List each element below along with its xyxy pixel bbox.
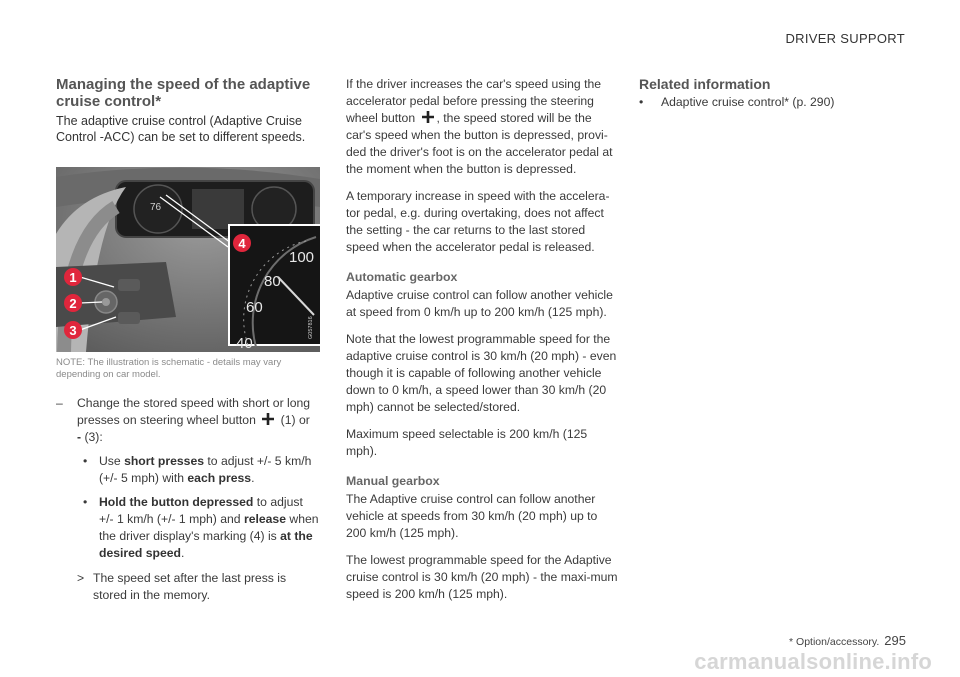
figure-caption: NOTE: The illustration is schematic - details may vary depending on car model.: [56, 357, 282, 380]
p1-text-a: If the driver increases the car's speed using the accelerator pedal before pressing the steering wheel button: [346, 77, 602, 125]
callout-3: [64, 321, 82, 339]
paragraph-manual-range: The Adaptive cruise control can follow another vehicle at speeds from 30 km/h (20 mph) up to 200 km/h (125 mph).: [346, 492, 598, 540]
heading-automatic-gearbox: Automatic gearbox: [346, 270, 458, 284]
related-link-text[interactable]: Adaptive cruise control* (p. 290): [661, 95, 835, 109]
b1-bold-short-presses: short presses: [124, 454, 205, 468]
intro-text: The adaptive cruise control (Adaptive Cruise Control -ACC) can be set to different speeds.: [56, 114, 306, 144]
left-column: [56, 76, 320, 604]
b1-bold-each-press: each press: [187, 471, 252, 485]
svg-text:3: 3: [69, 323, 77, 338]
paragraph-increase-speed: [346, 76, 618, 178]
step-dash: –: [56, 396, 63, 410]
watermark: carmanualsonline.info: [694, 649, 932, 674]
b2-bold-release: release: [243, 512, 286, 526]
b1-text-2: to adjust +/- 5 km/h (+/- 5 mph) with: [99, 454, 312, 485]
b2-period: .: [180, 546, 185, 560]
svg-text:2: 2: [69, 296, 77, 311]
dial-label-60: 60: [246, 299, 263, 316]
page-title: Managing the speed of the adaptive cruise control*: [56, 76, 311, 110]
callout-4: [233, 234, 251, 252]
callout-2: [64, 294, 82, 312]
section-header: DRIVER SUPPORT: [785, 31, 905, 46]
instruction-step: [56, 395, 320, 604]
related-link-adaptive-cruise[interactable]: [639, 94, 909, 111]
footnote: * Option/accessory.: [789, 636, 880, 648]
middle-column: [346, 76, 618, 613]
paragraph-manual-lowest: The lowest programmable speed for the Adaptive cruise control is 30 km/h (20 mph) - the maxi-mum speed is 200 km/h (125 mph).: [346, 553, 618, 601]
cluster-speed-label: 76: [150, 202, 162, 213]
plus-icon: [421, 110, 435, 124]
result-marker: >: [77, 571, 85, 585]
right-column: [639, 76, 909, 111]
plus-icon: [261, 412, 275, 426]
step-text-b: (1) or: [280, 413, 310, 427]
minus-symbol: -: [77, 430, 82, 444]
bullet-dot: •: [83, 495, 88, 509]
related-info-heading: Related information: [639, 76, 771, 92]
step-text-a: Change the stored speed with short or long presses on steering wheel button: [77, 396, 311, 427]
paragraph-auto-range: Adaptive cruise control can follow another vehicle at speed from 0 km/h up to 200 km/h (125 mph).: [346, 288, 613, 319]
steering-wheel-illustration: [56, 167, 320, 352]
b2-text: to adjust +/- 1 km/h (+/- 1 mph) and: [99, 495, 303, 526]
result-text: The speed set after the last press is stored in the memory.: [93, 571, 287, 602]
paragraph-max-speed: Maximum speed selectable is 200 km/h (125 mph).: [346, 427, 588, 458]
dial-label-80: 80: [264, 273, 281, 290]
image-code: G057816: [308, 316, 314, 339]
b1-period: .: [251, 471, 255, 485]
b2-bold-desired-speed: at the desired speed: [99, 529, 313, 560]
svg-text:1: 1: [69, 270, 77, 285]
step-text-c: (3):: [84, 430, 103, 444]
bullet-hold-button: [83, 494, 320, 562]
paragraph-lowest-speed: Note that the lowest programmable speed for the adaptive cruise control is 30 km/h (20 mph) - even though it is capable of following another vehicle down to 0 km/h, a speed lower than 30 km/h (20 mph) cannot be selected/stored.: [346, 332, 617, 414]
bullet-dot: •: [639, 95, 644, 109]
callout-1: [64, 268, 82, 286]
b2-bold-hold: Hold the button depressed: [99, 495, 254, 509]
illustration-svg: [56, 167, 320, 352]
heading-manual-gearbox: Manual gearbox: [346, 474, 440, 488]
p1-text-b: , the speed stored will be the car's speed when the button is depressed, provi-ded the driver's foot is on the accelerator pedal at the moment when the button is depressed.: [346, 111, 613, 176]
step-result: [77, 570, 320, 604]
paragraph-temporary-increase: A temporary increase in speed with the accelera-tor pedal, e.g. during overtaking, does not affect the setting - the car returns to the last stored speed when the accelerator pedal is released.: [346, 189, 610, 254]
bullet-dot: •: [83, 454, 88, 468]
page-footer: [789, 633, 906, 648]
b1-text: Use: [99, 454, 121, 468]
dial-label-100: 100: [289, 249, 315, 266]
b2-text-2: when the driver display's marking (4) is: [99, 512, 319, 543]
page-number: 295: [884, 633, 906, 648]
svg-text:4: 4: [238, 236, 246, 251]
dial-label-40: 40: [236, 335, 253, 352]
bullet-short-press: [83, 453, 320, 487]
